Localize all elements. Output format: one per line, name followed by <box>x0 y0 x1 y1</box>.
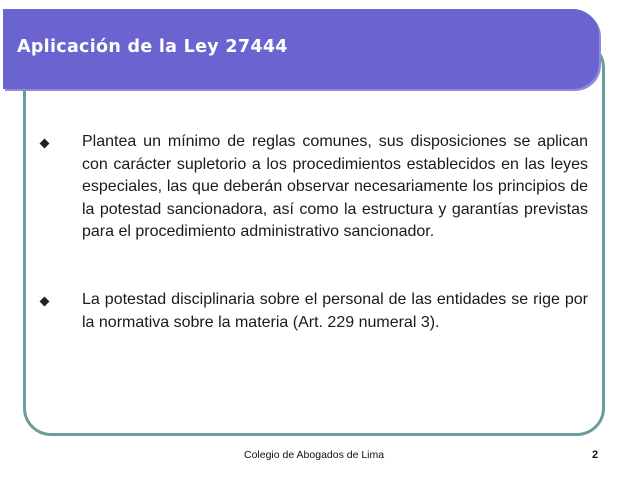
bullet-text: La potestad disciplinaria sobre el personal de las entidades se rige por la normativa sobre la materia (Art. 229 numeral 3). <box>82 291 588 331</box>
footer-text: Colegio de Abogados de Lima <box>244 449 385 461</box>
page-number: 2 <box>592 449 599 461</box>
bullet-text: Plantea un mínimo de reglas comunes, sus disposiciones se aplican con carácter supletorio a los procedimientos establecidos en las leyes especiales, las que deberán observar necesariamente los principios de la potestad sancionadora, así como la estructura y garantías previstas para el procedimiento administrativo sancionador. <box>82 133 588 240</box>
slide-title: Aplicación de la Ley 27444 <box>17 37 288 57</box>
